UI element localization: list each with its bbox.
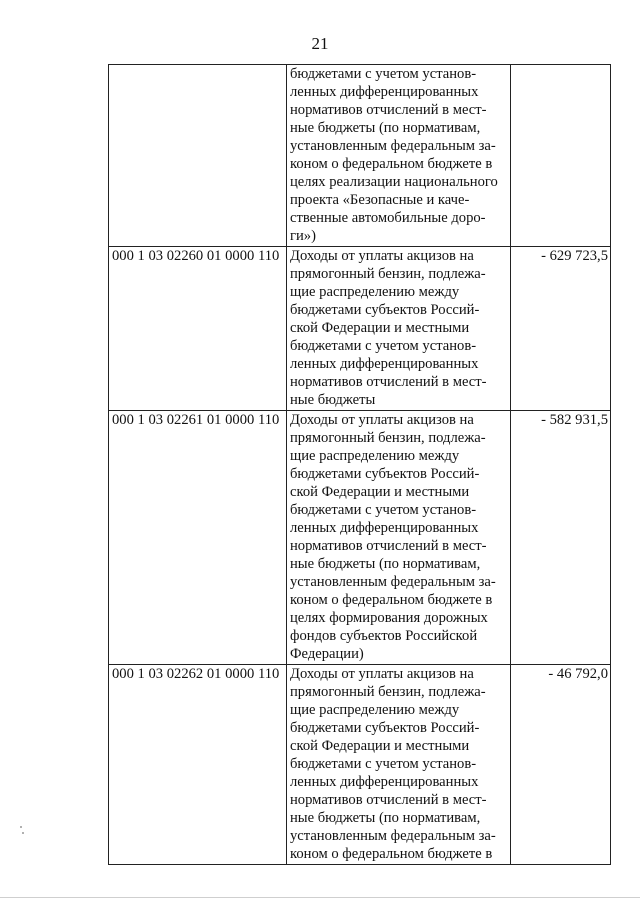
- description-cell: Доходы от уплаты акцизов на прямогонный бензин, подлежа- щие распределению между бюджетами субъектов Россий- ской Федерации и местными бюджетами с учетом установ- ленных дифференцированных нормативов отчислений в мест- ные бюджеты: [287, 247, 511, 411]
- amount-cell: - 46 792,0: [511, 665, 611, 865]
- amount-cell: [511, 65, 611, 247]
- code-cell: 000 1 03 02261 01 0000 110: [109, 411, 287, 665]
- table-row: [109, 65, 611, 247]
- page-number: 21: [311, 34, 329, 53]
- table-row: [109, 247, 611, 411]
- scan-edge-line: [0, 897, 640, 898]
- description-cell: Доходы от уплаты акцизов на прямогонный бензин, подлежа- щие распределению между бюджетами субъектов Россий- ской Федерации и местными бюджетами с учетом установ- ленных дифференцированных нормативов отчислений в мест- ные бюджеты (по нормативам, установленным федеральным за- коном о федеральном бюджете в целях формирования дорожных фондов субъектов Российской Федерации): [287, 411, 511, 665]
- code-cell: [109, 65, 287, 247]
- amount-cell: - 582 931,5: [511, 411, 611, 665]
- scan-speck: [20, 826, 26, 836]
- code-cell: 000 1 03 02262 01 0000 110: [109, 665, 287, 865]
- budget-table: [108, 64, 611, 865]
- amount-cell: - 629 723,5: [511, 247, 611, 411]
- description-cell: Доходы от уплаты акцизов на прямогонный бензин, подлежа- щие распределению между бюджетами субъектов Россий- ской Федерации и местными бюджетами с учетом установ- ленных дифференцированных нормативов отчислений в мест- ные бюджеты (по нормативам, установленным федеральным за- коном о федеральном бюджете в: [287, 665, 511, 865]
- table-row: [109, 411, 611, 665]
- table-row: [109, 665, 611, 865]
- code-cell: 000 1 03 02260 01 0000 110: [109, 247, 287, 411]
- description-cell: бюджетами с учетом установ- ленных дифференцированных нормативов отчислений в мест- ные бюджеты (по нормативам, установленным федеральным за- коном о федеральном бюджете в целях реализации национального проекта «Безопасные и каче- ственные автомобильные доро- ги»): [287, 65, 511, 247]
